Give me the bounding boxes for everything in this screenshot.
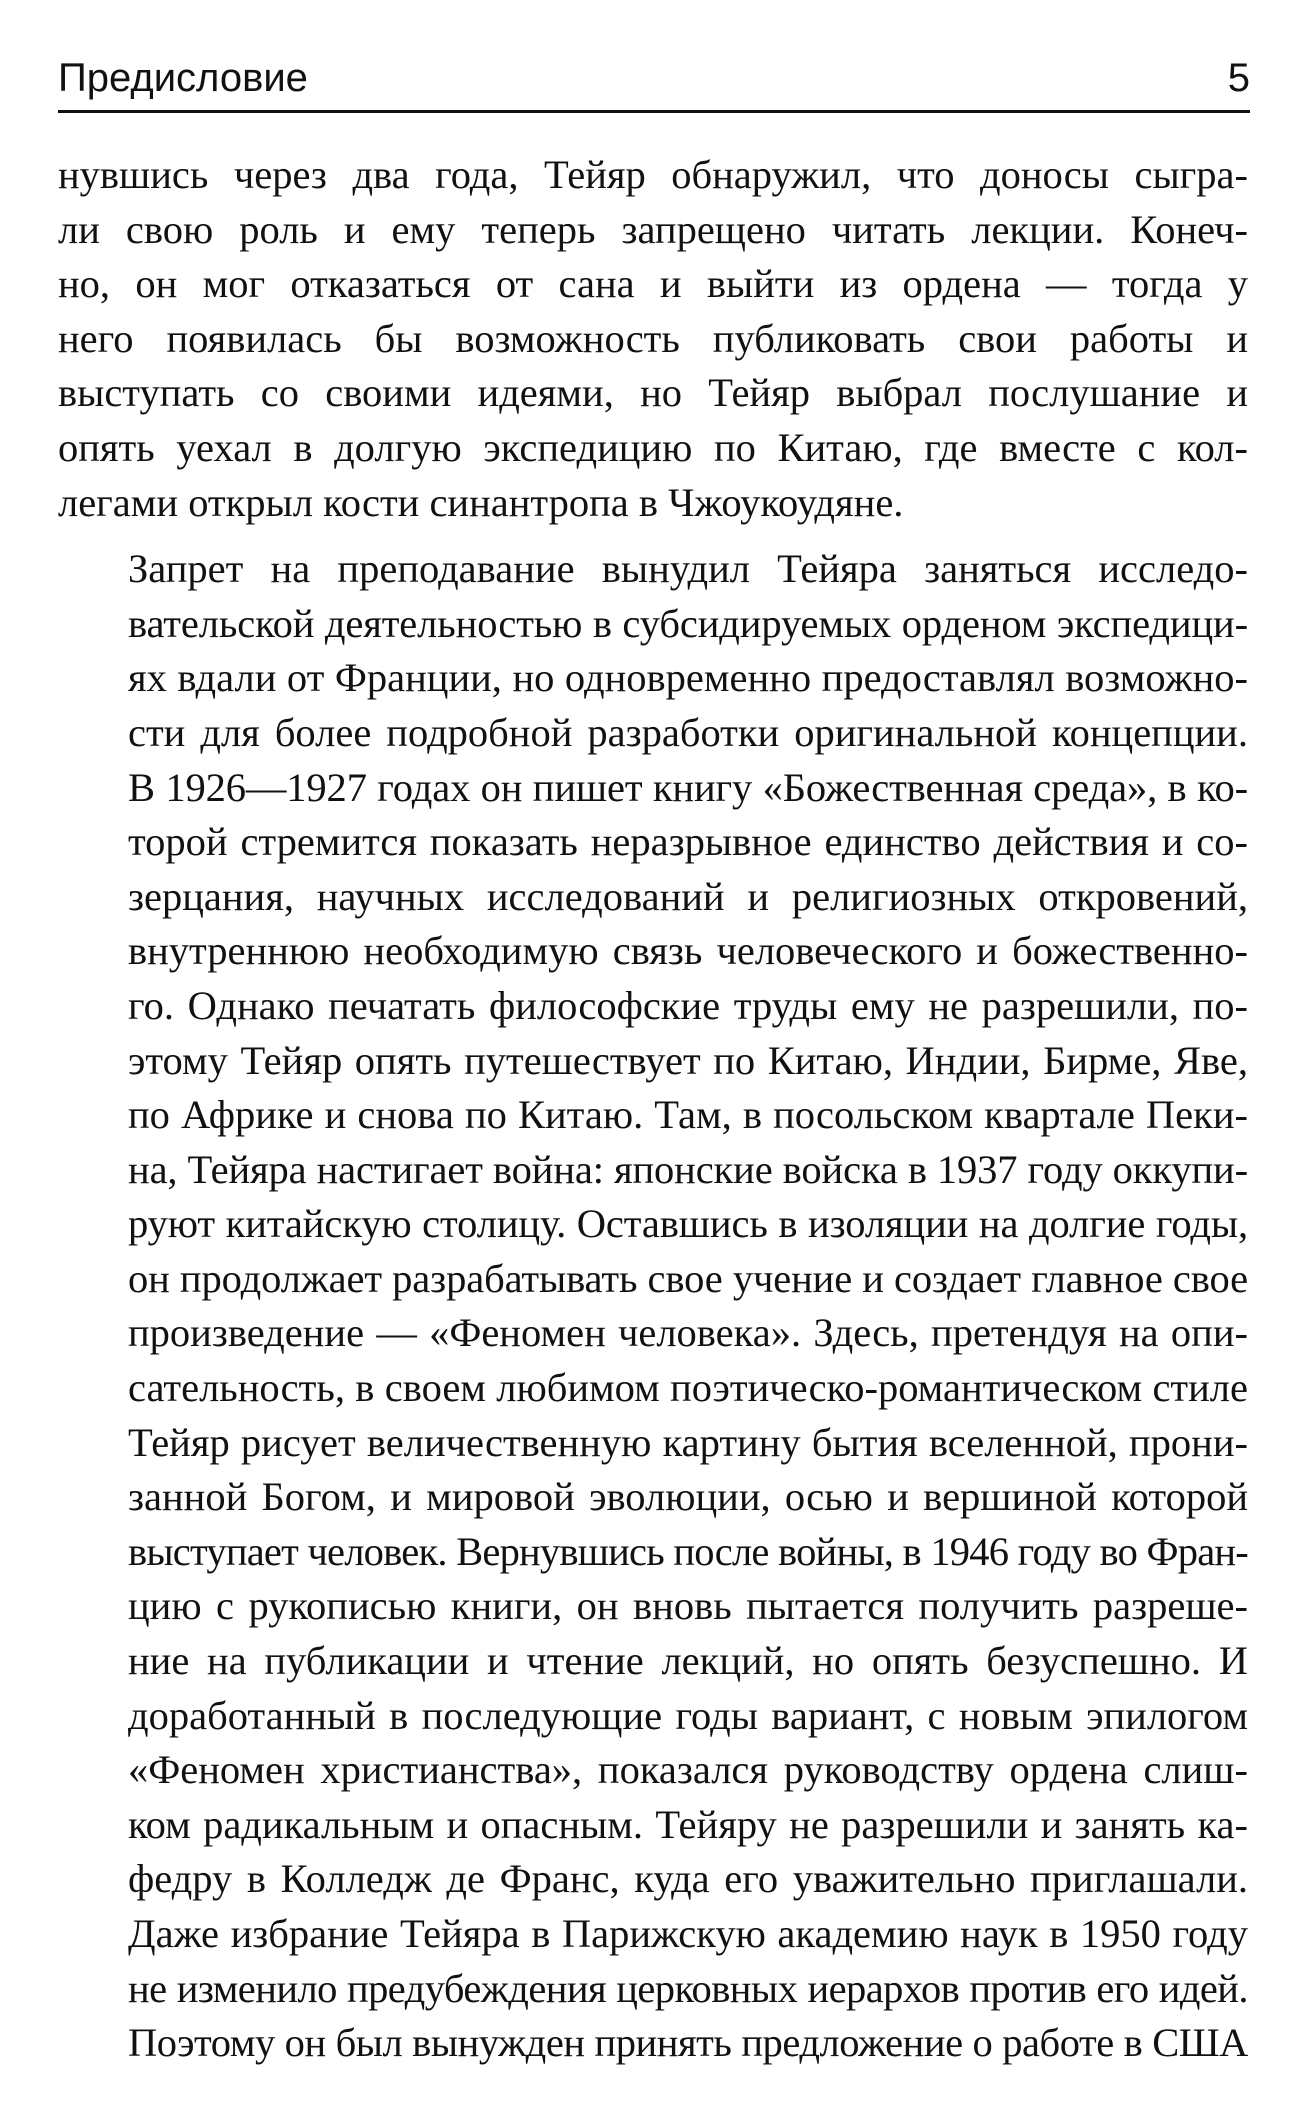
text-line: легами открыл кости синантропа в Чжоукоудяне. <box>58 479 904 525</box>
text-line: ли свою роль и ему теперь запрещено читать лекции. Конеч- <box>58 206 1248 252</box>
text-line: зерцания, научных исследований и религиозных откровений, <box>128 873 1248 919</box>
text-line: но, он мог отказаться от сана и выйти из ордена — тогда у <box>58 261 1248 307</box>
text-line: цию с рукописью книги, он вновь пытается получить разреше- <box>128 1583 1248 1629</box>
text-line: не изменило предубеждения церковных иерархов против его идей. <box>128 1965 1248 2011</box>
text-line: торой стремится показать неразрывное единство действия и со- <box>128 819 1248 865</box>
text-line: «Феномен христианства», показался руководству ордена слиш- <box>128 1747 1248 1793</box>
text-line: внутреннюю необходимую связь человеческого и божественно- <box>128 928 1248 974</box>
text-line: ние на публикации и чтение лекций, но опять безуспешно. И <box>128 1638 1248 1684</box>
text-line: выступает человек. Вернувшись после войны, в 1946 году во Фран- <box>128 1528 1248 1574</box>
text-line: вательской деятельностью в субсидируемых орденом экспедици- <box>128 600 1248 646</box>
header-rule <box>58 110 1250 113</box>
text-line: ком радикальным и опасным. Тейяру не разрешили и занять ка- <box>128 1801 1248 1847</box>
text-line: го. Однако печатать философские труды ему не разрешили, по- <box>128 982 1248 1028</box>
text-line: доработанный в последующие годы вариант, с новым эпилогом <box>128 1692 1248 1738</box>
text-line: нувшись через два года, Тейяр обнаружил, что доносы сыгра- <box>58 152 1248 197</box>
text-line: него появилась бы возможность публиковать свои работы и <box>58 315 1248 361</box>
text-line: этому Тейяр опять путешествует по Китаю, Индии, Бирме, Яве, <box>128 1037 1248 1083</box>
text-line: руют китайскую столицу. Оставшись в изоляции на долгие годы, <box>128 1201 1248 1247</box>
text-line: Запрет на преподавание вынудил Тейяра заняться исследо- <box>128 546 1248 592</box>
page-number: 5 <box>1227 56 1250 100</box>
paragraph-2 <box>58 542 1248 2071</box>
text-line: ях вдали от Франции, но одновременно предоставлял возможно- <box>128 655 1248 701</box>
section-title: Предисловие <box>58 56 308 100</box>
text-line: по Африке и снова по Китаю. Там, в посольском квартале Пеки- <box>128 1092 1248 1138</box>
text-line: Поэтому он был вынужден принять предложение о работе в США <box>128 2020 1248 2066</box>
text-line: сательность, в своем любимом поэтическо-романтическом стиле <box>128 1365 1248 1411</box>
text-line: он продолжает разрабатывать свое учение и создает главное свое <box>128 1255 1248 1301</box>
text-line: выступать со своими идеями, но Тейяр выбрал послушание и <box>58 370 1248 416</box>
running-header <box>58 42 1250 102</box>
text-line: на, Тейяра настигает война: японские войска в 1937 году оккупи- <box>128 1146 1248 1192</box>
text-line: занной Богом, и мировой эволюции, осью и вершиной которой <box>128 1474 1248 1520</box>
text-line: сти для более подробной разработки оригинальной концепции. <box>128 709 1248 755</box>
body-text <box>58 148 1248 2071</box>
text-line: В 1926—1927 годах он пишет книгу «Божественная среда», в ко- <box>128 764 1248 810</box>
text-line: Тейяр рисует величественную картину бытия вселенной, прони- <box>128 1419 1248 1465</box>
text-line: Даже избрание Тейяра в Парижскую академию наук в 1950 году <box>128 1911 1248 1956</box>
paragraph-1 <box>58 148 1248 530</box>
text-line: федру в Колледж де Франс, куда его уважительно приглашали. <box>128 1856 1248 1902</box>
text-line: опять уехал в долгую экспедицию по Китаю, где вместе с кол- <box>58 424 1248 470</box>
text-line: произведение — «Феномен человека». Здесь, претендуя на опи- <box>128 1310 1248 1356</box>
